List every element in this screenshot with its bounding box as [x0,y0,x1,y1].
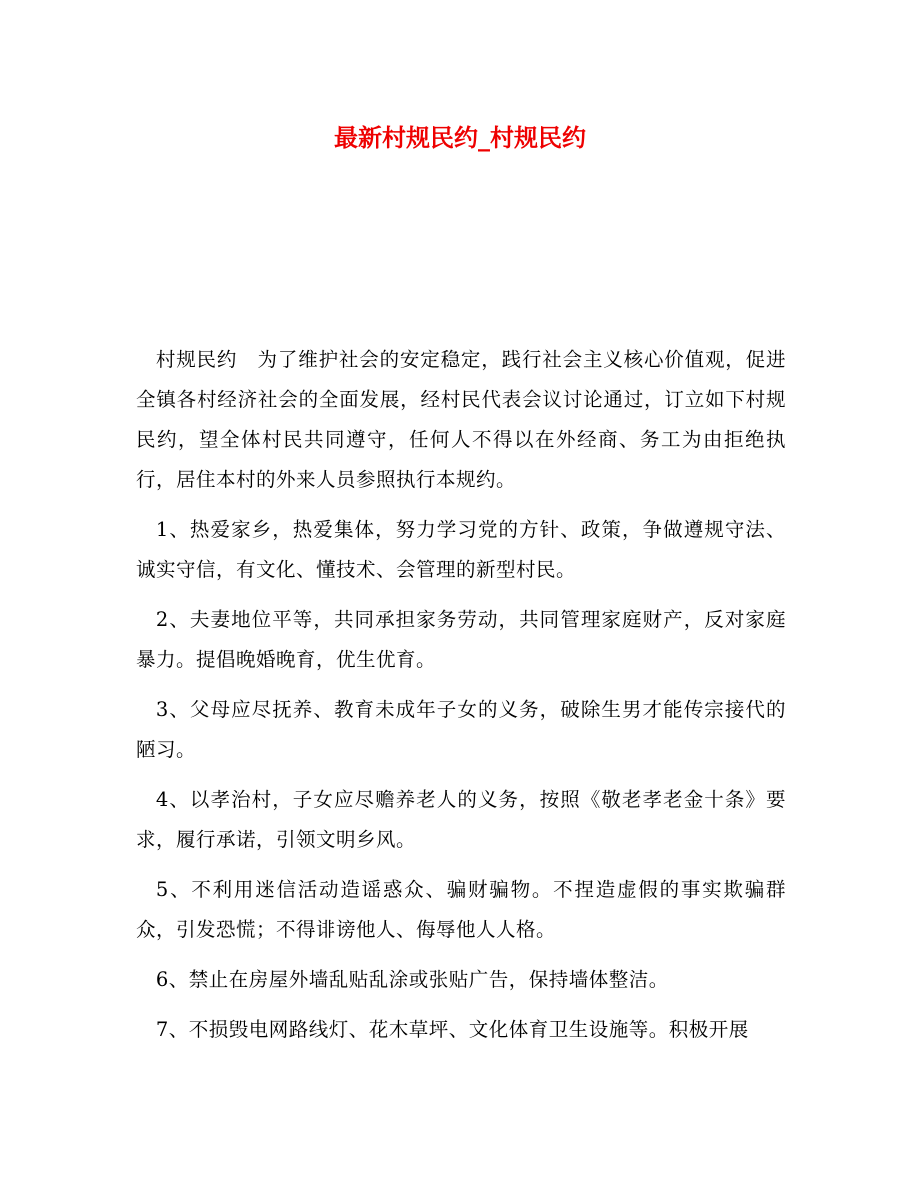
intro-paragraph: 村规民约 为了维护社会的安定稳定，践行社会主义核心价值观，促进全镇各村经济社会的全面发展，经村民代表会议讨论通过，订立如下村规民约，望全体村民共同遵守，任何人不得以在外经商、务工为由拒绝执行，居住本村的外来人员参照执行本规约。 [136,348,786,491]
document-body [136,340,786,1060]
rule-paragraph-3: 3、父母应尽抚养、教育未成年子女的义务，破除生男才能传宗接代的陋习。 [136,698,786,761]
rule-paragraph-2: 2、夫妻地位平等，共同承担家务劳动，共同管理家庭财产，反对家庭暴力。提倡晚婚晚育，优生优育。 [136,608,786,671]
rule-paragraph-4: 4、以孝治村，子女应尽赡养老人的义务，按照《敬老孝老金十条》要求，履行承诺，引领文明乡风。 [136,788,786,851]
document-title: 最新村规民约_村规民约 [334,123,586,152]
rule-paragraph-1: 1、热爱家乡，热爱集体，努力学习党的方针、政策，争做遵规守法、诚实守信，有文化、懂技术、会管理的新型村民。 [136,518,786,581]
rule-paragraph-6: 6、禁止在房屋外墙乱贴乱涂或张贴广告，保持墙体整洁。 [155,968,669,991]
rule-paragraph-5: 5、不利用迷信活动造谣惑众、骗财骗物。不捏造虚假的事实欺骗群众，引发恐慌；不得诽谤他人、侮辱他人人格。 [136,878,786,941]
rule-paragraph-7: 7、不损毁电网路线灯、花木草坪、文化体育卫生设施等。积极开展 [155,1018,749,1041]
